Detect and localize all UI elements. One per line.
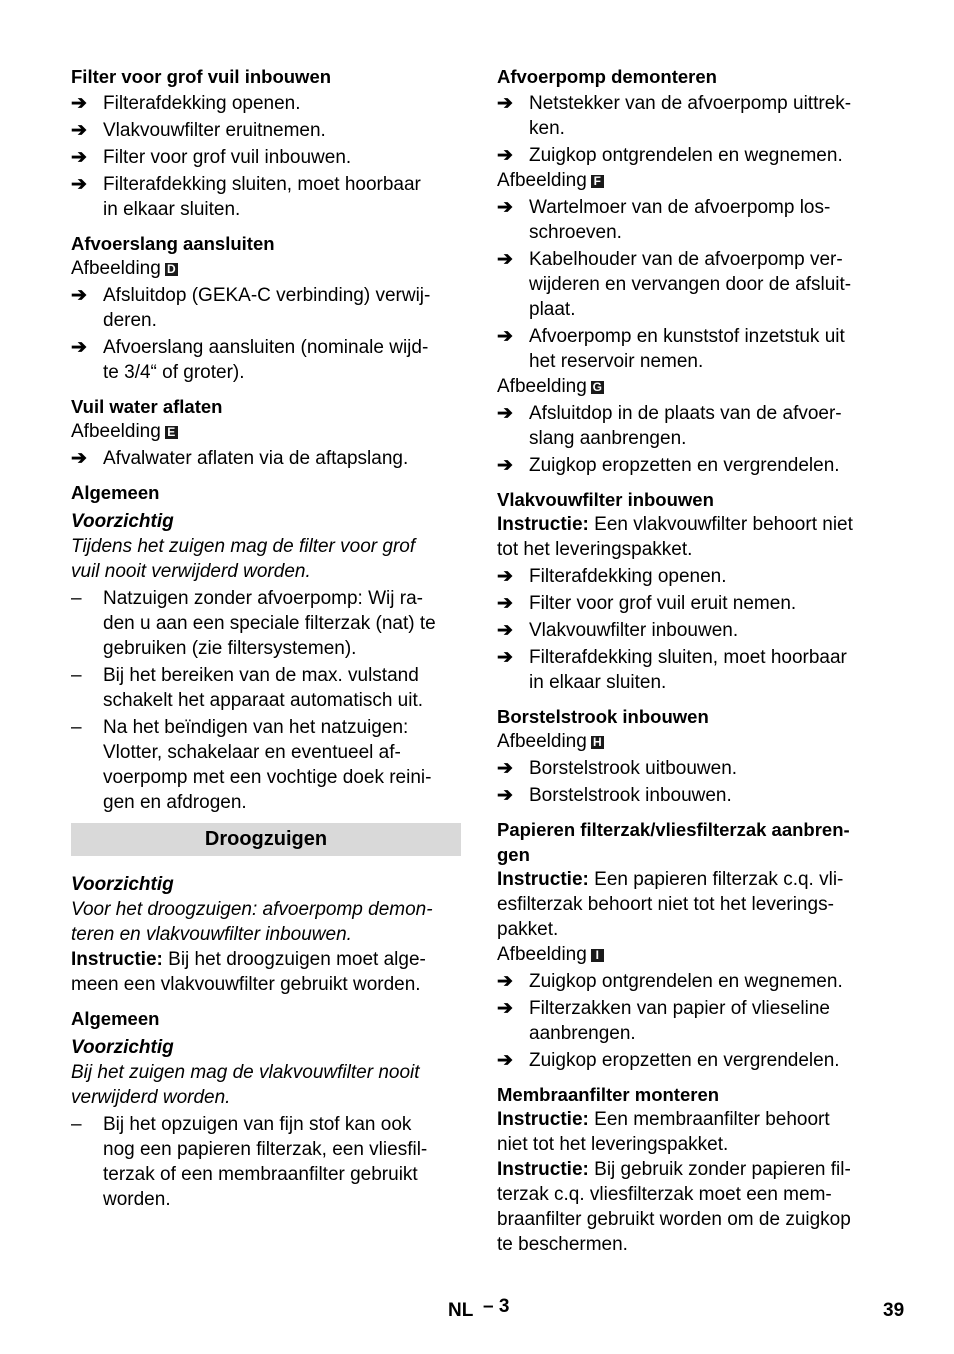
caution-text: Bij het zuigen mag de vlakvouwfilter nooit verwijderd worden. [71,1062,420,1108]
figure-reference: Afbeelding D [71,256,461,281]
section-heading: Membraanfilter monteren [497,1084,720,1105]
figure-reference: Afbeelding F [497,168,892,193]
arrow-icon: ➔ [71,174,87,195]
step: ➔ Borstelstrook uitbouwen. [497,758,738,779]
right-column [497,64,892,1257]
arrow-icon: ➔ [497,249,513,270]
arrow-icon: ➔ [71,120,87,141]
arrow-icon: ➔ [71,337,87,358]
step: ➔ Afvoerslang aansluiten (nominale wijd- te 3/4“ of groter). [71,337,429,383]
section-heading: Afvoerpomp demonteren [497,66,717,87]
step: ➔ Afvoerpomp en kunststof inzetstuk uit het reservoir nemen. [497,326,845,372]
instruction: Instructie: Bij gebruik zonder papieren fil- terzak c.q. vliesfilterzak moet een mem- braanfilter gebruikt worden om de zuigkop te beschermen. [497,1159,851,1255]
step: ➔ Wartelmoer van de afvoerpomp los- schroeven. [497,197,831,243]
step: ➔ Afsluitdop (GEKA-C verbinding) verwij- deren. [71,285,431,331]
step: ➔ Filterafdekking sluiten, moet hoorbaar in elkaar sluiten. [497,647,847,693]
figure-letter-badge: F [591,175,604,188]
step: ➔ Zuigkop ontgrendelen en wegnemen. [497,145,843,166]
list-item: – Na het beïndigen van het natzuigen: Vlotter, schakelaar en eventueel af- voerpomp met een vochtige doek reini- gen en afdrogen. [71,717,432,813]
section-heading: Afvoerslang aansluiten [71,233,275,254]
instruction: Instructie: Bij het droogzuigen moet alge- meen een vlakvouwfilter gebruikt worden. [71,949,426,995]
figure-letter-badge: D [165,263,178,276]
arrow-icon: ➔ [497,197,513,218]
instruction: Instructie: Een papieren filterzak c.q. vli- esfilterzak behoort niet tot het leverings- pakket. [497,869,844,940]
figure-letter-badge: G [592,380,602,394]
dash-bullet: – [71,717,82,738]
caution-label: Voorzichtig [71,874,174,895]
step: ➔ Filterzakken van papier of vlieseline aanbrengen. [497,998,830,1044]
figure-letter-badge: I [591,949,604,962]
arrow-icon: ➔ [497,145,513,166]
dash-bullet: – [71,665,82,686]
left-column [71,64,461,1212]
arrow-icon: ➔ [497,566,513,587]
dash-bullet: – [71,1114,82,1135]
step: ➔ Afvalwater aflaten via de aftapslang. [71,448,409,469]
arrow-icon: ➔ [497,998,513,1019]
step: ➔ Borstelstrook inbouwen. [497,785,732,806]
section-heading: Papieren filterzak/vliesfilterzak aanbren- gen [497,819,850,865]
step: ➔ Netstekker van de afvoerpomp uittrek- ken. [497,93,852,139]
arrow-icon: ➔ [71,448,87,469]
section-heading: Borstelstrook inbouwen [497,706,709,727]
step: ➔ Filter voor grof vuil inbouwen. [71,147,352,168]
dash-bullet: – [71,588,82,609]
section-heading: Algemeen [71,482,160,503]
step: ➔ Vlakvouwfilter inbouwen. [497,620,739,641]
step: ➔ Zuigkop eropzetten en vergrendelen. [497,1050,840,1071]
arrow-icon: ➔ [497,971,513,992]
arrow-icon: ➔ [71,93,87,114]
figure-reference: Afbeelding I [497,942,892,967]
step: ➔ Filterafdekking openen. [497,566,727,587]
arrow-icon: ➔ [497,1050,513,1071]
arrow-icon: ➔ [497,758,513,779]
step: ➔ Afsluitdop in de plaats van de afvoer- slang aanbrengen. [497,403,842,449]
section-heading: Vlakvouwfilter inbouwen [497,489,714,510]
arrow-icon: ➔ [497,93,513,114]
caution-text: Voor het droogzuigen: afvoerpomp demon- teren en vlakvouwfilter inbouwen. [71,899,433,945]
arrow-icon: ➔ [497,326,513,347]
instruction: Instructie: Een vlakvouwfilter behoort niet tot het leveringspakket. [497,514,853,560]
step: ➔ Zuigkop eropzetten en vergrendelen. [497,455,840,476]
figure-letter-badge: H [591,736,604,749]
step: ➔ Filter voor grof vuil eruit nemen. [497,593,797,614]
figure-reference: Afbeelding H [497,729,892,754]
arrow-icon: ➔ [497,647,513,668]
arrow-icon: ➔ [497,455,513,476]
step: ➔ Kabelhouder van de afvoerpomp ver- wijderen en vervangen door de afsluit- plaat. [497,249,852,320]
caution-label: Voorzichtig [71,511,174,532]
step: ➔ Vlakvouwfilter eruitnemen. [71,120,326,141]
arrow-icon: ➔ [497,620,513,641]
section-heading: Filter voor grof vuil inbouwen [71,66,332,87]
arrow-icon: ➔ [71,147,87,168]
footer-section-number: – 3 [483,1296,510,1317]
list-item: – Bij het bereiken van de max. vulstand schakelt het apparaat automatisch uit. [71,665,424,711]
step: ➔ Zuigkop ontgrendelen en wegnemen. [497,971,843,992]
list-item: – Natzuigen zonder afvoerpomp: Wij ra- den u aan een speciale filterzak (nat) te gebruiken (zie filtersystemen). [71,588,436,659]
instruction: Instructie: Een membraanfilter behoort niet tot het leveringspakket. [497,1109,830,1155]
arrow-icon: ➔ [497,593,513,614]
figure-letter-badge: E [165,426,178,439]
caution-text: Tijdens het zuigen mag de filter voor grof vuil nooit verwijderd worden. [71,536,416,582]
arrow-icon: ➔ [71,285,87,306]
arrow-icon: ➔ [497,403,513,424]
figure-reference: Afbeelding E [71,419,461,444]
footer-language: NL [448,1300,474,1321]
figure-reference: Afbeelding G [497,376,602,397]
arrow-icon: ➔ [497,785,513,806]
list-item: – Bij het opzuigen van fijn stof kan ook nog een papieren filterzak, een vliesfil- terzak of een membraanfilter gebruikt worden. [71,1114,428,1210]
caution-label: Voorzichtig [71,1037,174,1058]
section-heading: Algemeen [71,1008,160,1029]
step: ➔ Filterafdekking sluiten, moet hoorbaar in elkaar sluiten. [71,174,421,220]
step: ➔ Filterafdekking openen. [71,93,301,114]
page-number: 39 [883,1300,905,1321]
section-heading: Vuil water aflaten [71,396,223,417]
section-title-bar: Droogzuigen [71,823,461,856]
